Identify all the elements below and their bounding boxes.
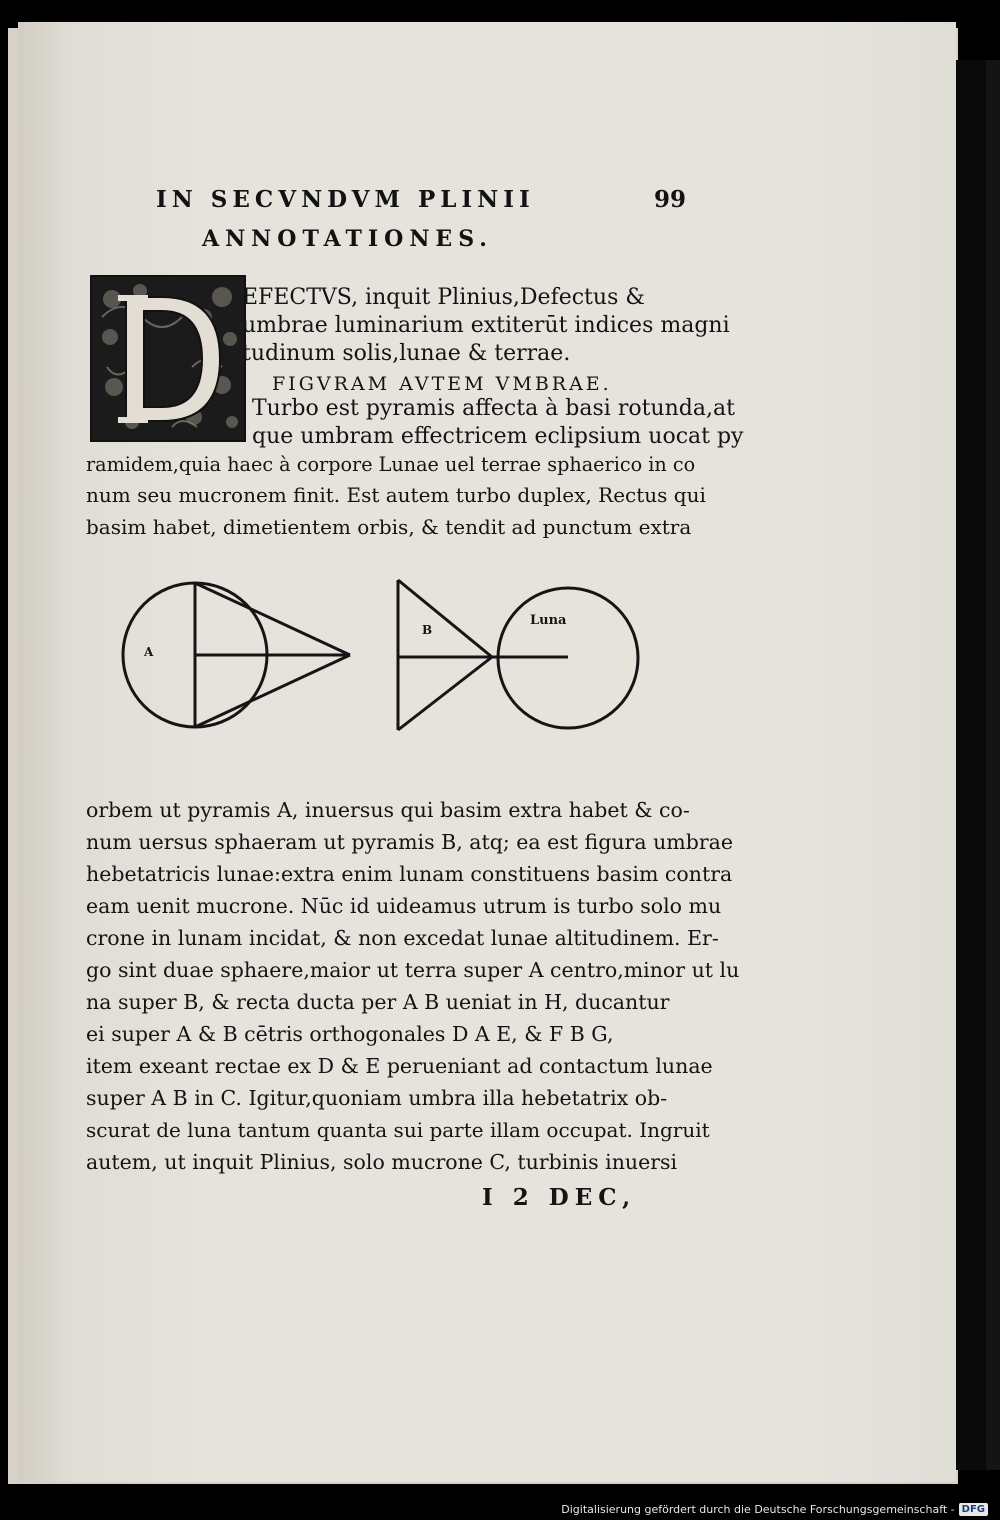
- credit-text: Digitalisierung gefördert durch die Deutsche Forschungsgemeinschaft -: [561, 1503, 955, 1516]
- dfg-logo: DFG: [959, 1503, 988, 1516]
- running-title: IN SECVNDVM PLINII: [156, 186, 535, 213]
- page-number: 99: [653, 186, 686, 213]
- text-line-14: crone in lunam incidat, & non excedat lunae altitudinem. Er-: [86, 926, 719, 950]
- text-line-2: umbrae luminarium extiterūt indices magni: [242, 313, 730, 338]
- text-line-7: ramidem,quia haec à corpore Lunae uel terrae sphaerico in co: [86, 453, 696, 476]
- cone-upper: [195, 583, 350, 655]
- text-line-10: orbem ut pyramis A, inuersus qui basim extra habet & co-: [86, 798, 690, 822]
- text-line-11: num uersus sphaeram ut pyramis B, atq; ea est figura umbrae: [86, 830, 733, 854]
- text-line-6: que umbram effectricem eclipsium uocat py: [252, 424, 744, 449]
- text-line-13: eam uenit mucrone. Nūc id uideamus utrum is turbo solo mu: [86, 894, 722, 918]
- section-heading: FIGVRAM AVTEM VMBRAE.: [272, 373, 612, 395]
- text-line-8: num seu mucronem finit. Est autem turbo duplex, Rectus qui: [86, 483, 706, 507]
- text-line-12: hebetatricis lunae:extra enim lunam constituens basim contra: [86, 862, 733, 886]
- text-line-16: na super B, & recta ducta per A B ueniat in H, ducantur: [86, 990, 670, 1014]
- text-line-5: Turbo est pyramis affecta à basi rotunda,at: [252, 396, 735, 421]
- header: [156, 186, 686, 216]
- text-line-20: scurat de luna tantum quanta sui parte illam occupat. Ingruit: [86, 1118, 710, 1142]
- digitization-credit: [561, 1503, 988, 1516]
- color-calibration-strip: [956, 60, 1000, 1470]
- text-line-15: go sint duae sphaere,maior ut terra super A centro,minor ut lu: [86, 958, 740, 982]
- text-line-17: ei super A & B cētris orthogonales D A E, & F B G,: [86, 1022, 614, 1046]
- text-line-9: basim habet, dimetientem orbis, & tendit ad punctum extra: [86, 515, 692, 539]
- text-line-19: super A B in C. Igitur,quoniam umbra illa hebetatrix ob-: [86, 1086, 668, 1110]
- decorated-initial-letter: [90, 275, 246, 442]
- cone-lower: [195, 655, 350, 727]
- label-a: A: [144, 645, 154, 659]
- section-subtitle: ANNOTATIONES.: [202, 226, 493, 252]
- text-line-3: tudinum solis,lunae & terrae.: [242, 341, 571, 366]
- eclipse-diagram: [100, 560, 680, 760]
- label-b: B: [422, 623, 433, 637]
- label-luna: Luna: [530, 613, 567, 628]
- text-line-21: autem, ut inquit Plinius, solo mucrone C, turbinis inuersi: [86, 1150, 678, 1174]
- pyramid-b-upper: [398, 580, 492, 657]
- pyramid-b-lower: [398, 657, 492, 730]
- text-line-1: EFECTVS, inquit Plinius,Defectus &: [242, 285, 645, 310]
- catchword-signature: I 2 DEC,: [482, 1184, 637, 1211]
- text-line-18: item exeant rectae ex D & E perueniant ad contactum lunae: [86, 1054, 713, 1078]
